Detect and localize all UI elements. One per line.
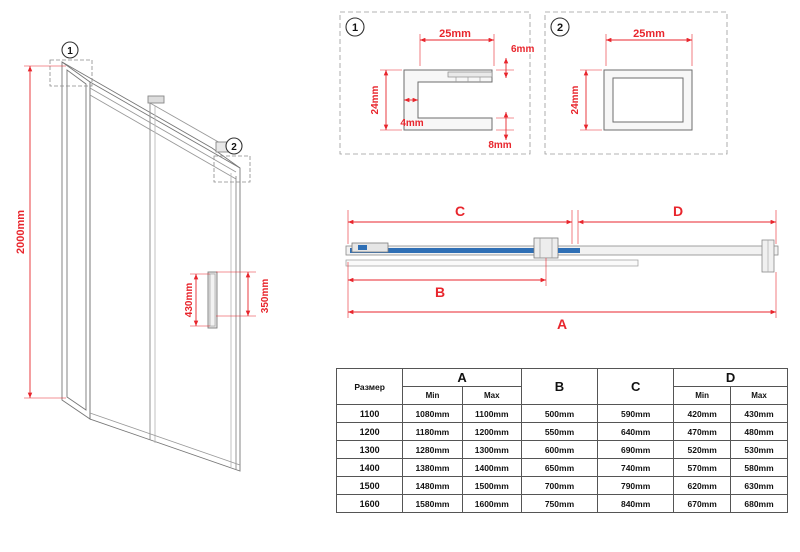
detail-1-inner-width: 4mm — [400, 118, 424, 129]
front-view-geometry — [62, 62, 240, 486]
row-a-max: 1600mm — [462, 495, 521, 513]
plan-dim-d-label: D — [672, 203, 684, 219]
table-header-row — [337, 369, 788, 387]
row-c: 790mm — [598, 477, 674, 495]
row-b: 600mm — [521, 441, 597, 459]
table-row — [337, 495, 788, 513]
header-size: Размер — [337, 369, 403, 405]
row-c: 690mm — [598, 441, 674, 459]
row-size: 1100 — [337, 405, 403, 423]
table-row — [337, 477, 788, 495]
row-size: 1400 — [337, 459, 403, 477]
plan-dim-c-label: C — [454, 203, 466, 219]
handle-length-label: 430mm — [184, 282, 195, 318]
detail-1-right-bottom: 8mm — [488, 140, 512, 151]
front-height-label: 2000mm — [15, 209, 27, 255]
callout-1-label: 1 — [67, 46, 73, 57]
row-a-min: 1180mm — [403, 423, 462, 441]
row-c: 740mm — [598, 459, 674, 477]
row-b: 500mm — [521, 405, 597, 423]
row-a-max: 1500mm — [462, 477, 521, 495]
row-size: 1500 — [337, 477, 403, 495]
row-d-min: 470mm — [674, 423, 731, 441]
row-d-max: 430mm — [731, 405, 788, 423]
row-c: 640mm — [598, 423, 674, 441]
row-a-max: 1200mm — [462, 423, 521, 441]
detail-2-top-width: 25mm — [633, 28, 665, 40]
row-a-min: 1380mm — [403, 459, 462, 477]
detail-1-frame — [340, 12, 530, 154]
detail-2-badge: 2 — [556, 22, 564, 34]
header-c: C — [598, 369, 674, 405]
detail-1-badge: 1 — [351, 22, 359, 34]
callout-2-label: 2 — [231, 142, 237, 153]
row-size: 1200 — [337, 423, 403, 441]
header-d-max: Max — [731, 387, 788, 405]
row-size: 1300 — [337, 441, 403, 459]
row-b: 650mm — [521, 459, 597, 477]
row-a-min: 1080mm — [403, 405, 462, 423]
row-d-min: 520mm — [674, 441, 731, 459]
row-b: 550mm — [521, 423, 597, 441]
header-a: A — [403, 369, 522, 387]
header-d: D — [674, 369, 788, 387]
plan-view-geometry — [346, 238, 778, 272]
row-c: 840mm — [598, 495, 674, 513]
row-a-max: 1100mm — [462, 405, 521, 423]
header-a-min: Min — [403, 387, 462, 405]
plan-dim-a-label: A — [556, 316, 568, 332]
table-row — [337, 459, 788, 477]
row-a-min: 1280mm — [403, 441, 462, 459]
detail-2-left-height: 24mm — [570, 85, 581, 115]
row-b: 700mm — [521, 477, 597, 495]
header-d-min: Min — [674, 387, 731, 405]
table-row — [337, 405, 788, 423]
plan-dim-b-label: B — [434, 284, 446, 300]
table-row — [337, 423, 788, 441]
row-a-max: 1300mm — [462, 441, 521, 459]
row-a-min: 1480mm — [403, 477, 462, 495]
row-d-max: 680mm — [731, 495, 788, 513]
detail-1-top-width: 25mm — [439, 28, 471, 40]
dimension-table — [336, 368, 788, 513]
detail-2-profile — [604, 70, 692, 130]
row-a-max: 1400mm — [462, 459, 521, 477]
row-a-min: 1580mm — [403, 495, 462, 513]
table-row — [337, 441, 788, 459]
header-b: B — [521, 369, 597, 405]
detail-1-right-top: 6mm — [511, 44, 535, 55]
table-body — [337, 405, 788, 513]
row-d-max: 530mm — [731, 441, 788, 459]
row-d-max: 480mm — [731, 423, 788, 441]
row-size: 1600 — [337, 495, 403, 513]
row-d-min: 420mm — [674, 405, 731, 423]
row-b: 750mm — [521, 495, 597, 513]
row-d-min: 570mm — [674, 459, 731, 477]
row-d-max: 580mm — [731, 459, 788, 477]
row-d-min: 670mm — [674, 495, 731, 513]
front-view-dimensions — [24, 66, 256, 398]
header-a-max: Max — [462, 387, 521, 405]
row-d-min: 620mm — [674, 477, 731, 495]
detail-1-left-height: 24mm — [370, 85, 381, 115]
handle-offset-label: 350mm — [260, 278, 271, 314]
row-c: 590mm — [598, 405, 674, 423]
row-d-max: 630mm — [731, 477, 788, 495]
